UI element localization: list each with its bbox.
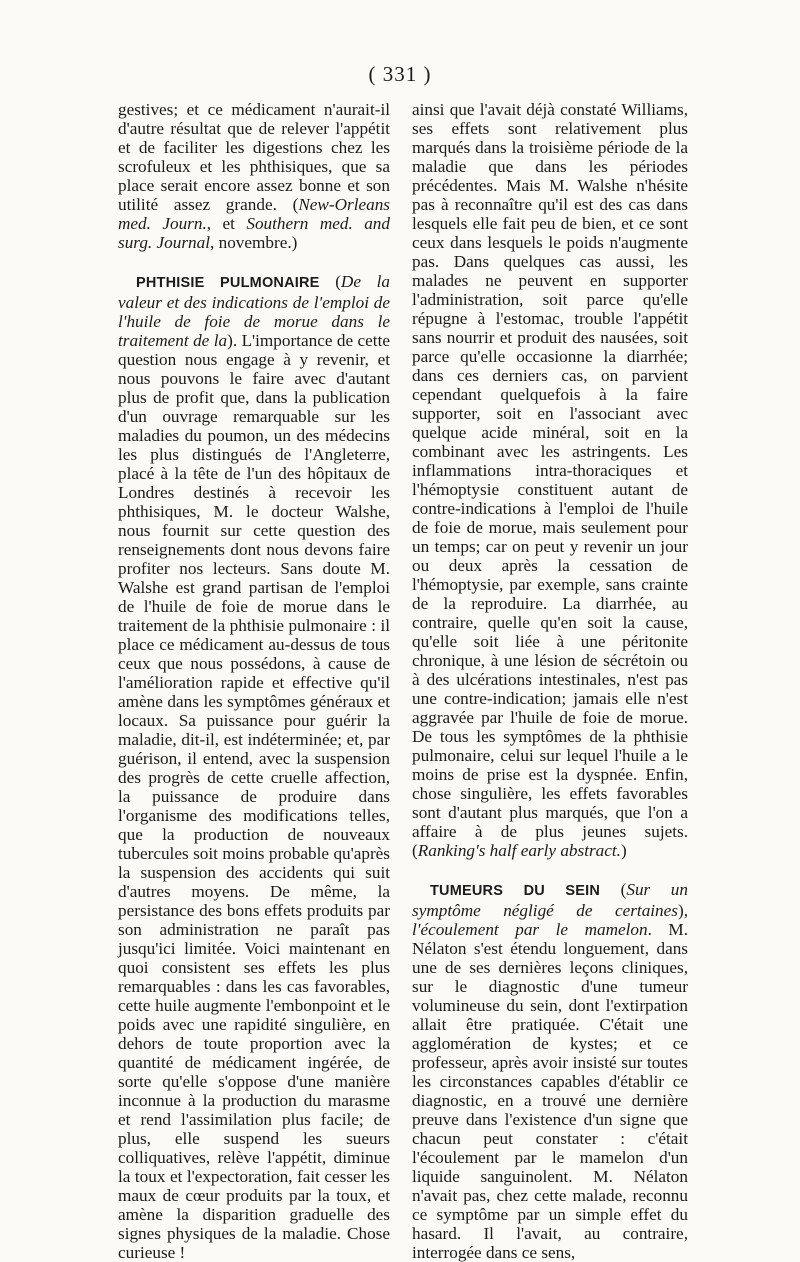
article-body: L'importance de cette question nous engage à y revenir, et nous pouvons le faire avec d'autant plus de profit que, dans la publication d'un ouvrage remarquable sur les maladies du poumon, un des médecins les plus distingués de l'Angleterre, placé à la tête de l'un des hôpitaux de Londres destinés à recevoir les phthisiques, M. le docteur Walshe, nous fournit sur cette question des renseignements dont nous devons faire profiter nos lecteurs. Sans doute M. Walshe est grand partisan de l'emploi de l'huile de foie de morue dans le traitement de la phthisie pulmonaire : il place ce médicament au-dessus de tous ceux que nous possédons, à cause de l'amélioration rapide et effective qu'il amène dans les symptômes généraux et locaux. Sa puissance pour guérir la maladie, dit-il, est indéterminée; et, par guérison, il entend, avec la suspension des progrès de cette cruelle affection, la puissance de produire dans l'organisme des modifications telles, que la production de nouveaux tubercules soit moins probable qu'après la suspension des accidents qui suit d'autres moyens. De même, la persistance des bons effets produits par son administration ne paraît pas jusqu'ici limitée. Voici maintenant en quoi consistent ses effets les plus remarquables : dans les cas favorables, cette huile augmente l'embonpoint et le poids avec une rapidité singulière, en dehors de toute proportion avec la quantité de médicament ingérée, de sorte qu'elle s'oppose d'une manière inconnue à la production du marasme et rend l'assimilation plus facile; de plus, elle suspend les sueurs colliquatives, relève l'appétit, diminue la toux et l'expectoration, fait cesser les maux de cœur produits par la toux, et amène la disparition graduelle des signes physiques de la maladie. Chose curieuse ! — [118, 331, 390, 1262]
citation-joiner: , et — [206, 214, 247, 233]
paragraph-gap — [118, 252, 390, 272]
page-number: ( 331 ) — [368, 62, 432, 86]
journal-citation: New-Orleans med. Journ. — [118, 195, 390, 233]
citation-end: , novembre.) — [210, 233, 298, 252]
paragraph-gap — [412, 860, 688, 880]
subtitle-open: ( — [319, 272, 341, 291]
article-phthisie-pulmonaire — [118, 272, 390, 1262]
article-subtitle: l'écoulement par le mamelon — [412, 920, 648, 939]
citation-end: ) — [620, 841, 627, 860]
article-subtitle: Sur un symptôme négligé de certaines — [412, 880, 688, 920]
journal-citation: Southern med. and surg. Journal — [118, 214, 390, 252]
article-tumeurs-du-sein — [412, 880, 688, 1262]
article-subtitle: De la valeur et des indications de l'emploi de l'huile de foie de morue dans le traitement de la — [118, 272, 390, 350]
paragraph-digestion-conclusion — [118, 100, 390, 252]
paragraph-text: ainsi que l'avait déjà constaté Williams, ses effets sont relativement plus marqués dans la troisième période de la maladie que dans les périodes précédentes. Mais M. Walshe n'hésite pas à reconnaître qu'il est des cas dans lesquels elle fait peu de bien, et ce sont ceux dans lesquels le poids n'augmente pas. Dans quelques cas aussi, les malades ne peuvent en supporter l'administration, soit parce qu'elle répugne à l'estomac, trouble l'appétit sans nourrir et produit des nausées, soit parce qu'elle occasionne la diarrhée; dans ces derniers cas, on parvient cependant quelquefois à la faire supporter, soit en l'associant avec quelque acide minéral, soit en la combinant avec les astringents. Les inflammations intra-thoraciques et l'hémoptysie constituent autant de contre-indications à l'emploi de l'huile de foie de morue, mais seulement pour un temps; car on peut y revenir un jour ou deux après la cessation de l'hémoptysie, par exemple, sans crainte de la reproduire. La diarrhée, au contraire, quelle qu'en soit la cause, qu'elle soit liée à une péritonite chronique, à une lésion de sécrétoin ou à des ulcérations intestinales, n'est pas une contre-indication; jamais elle n'est aggravée par l'huile de foie de morue. De tous les symptômes de la phthisie pulmonaire, celui sur lequel l'huile a le moins de prise est la dyspnée. Enfin, chose singulière, les effets favorables sont d'autant plus marqués, que l'on a affaire à de plus jeunes sujets. ( — [412, 100, 688, 860]
paragraph-text: gestives; et ce médicament n'aurait-il d'autre résultat que de relever l'appétit et de faciliter les digestions chez les scrofuleux et les phthisiques, que sa place serait encore assez bonne et son utilité assez grande. ( — [118, 100, 390, 214]
left-column — [118, 100, 390, 1262]
article-heading: TUMEURS DU SEIN — [430, 883, 601, 899]
subtitle-open: ( — [600, 880, 627, 899]
subtitle-joiner: ), — [677, 901, 688, 920]
subtitle-close: ). — [227, 331, 242, 350]
paragraph-walshe-continued — [412, 100, 688, 860]
source-citation: Ranking's half early abstract. — [417, 841, 621, 860]
subtitle-close: . — [647, 920, 669, 939]
article-body: M. Nélaton s'est étendu longuement, dans une de ses dernières leçons cliniques, sur le diagnostic d'une tumeur volumineuse du sein, dont l'extirpation allait être pratiquée. C'était une agglomération de kystes; et ce professeur, après avoir insisté sur toutes les circonstances capables d'établir ce diagnostic, en a trouvé une dernière preuve dans l'existence d'un signe que chacun peut constater : c'était l'écoulement par le mamelon d'un liquide sanguinolent. M. Nélaton n'avait pas, chez cette malade, reconnu ce symptôme par un simple effet du hasard. Il l'avait, au contraire, interrogée dans ce sens, — [412, 920, 689, 1262]
right-column — [412, 100, 688, 1262]
article-heading: PHTHISIE PULMONAIRE — [136, 275, 320, 291]
